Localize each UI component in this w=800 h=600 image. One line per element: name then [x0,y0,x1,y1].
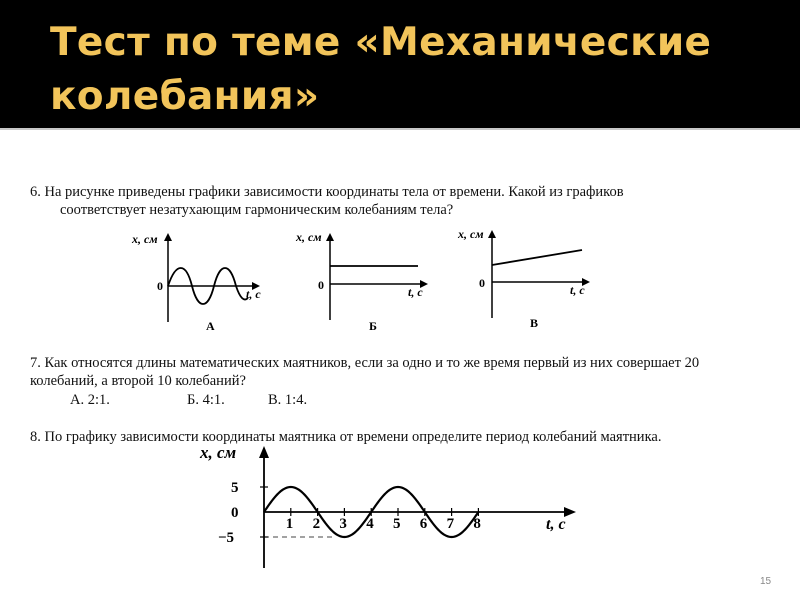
graph-c [457,227,590,330]
x-tick-label: 3 [339,516,347,532]
graph-c-y-label: x, см [458,227,484,241]
x-tick-label: 8 [473,516,481,532]
period-chart-x-label: t, с [546,516,566,533]
x-tick-label: 7 [446,516,455,532]
y-tick-label: −5 [218,530,235,546]
question-8: 8. По графику зависимости координаты маятника от времени определите период колебаний маятника. [30,429,662,445]
graph-b-letter: Б [369,319,377,333]
x-tick-label: 5 [393,516,401,532]
graph-b [295,230,428,333]
graph-c-x-label: t, с [570,283,585,297]
q7-answer-c[interactable]: В. 1:4. [268,392,308,408]
question-6-line-1: 6. На рисунке приведены графики зависимости координаты тела от времени. Какой из графиков [30,184,624,200]
period-chart-y-label: x, см [200,443,237,462]
slide-title: Тест по теме «Механические колебания» [50,20,712,119]
graph-a [131,232,261,333]
question-6-line-2: соответствует незатухающим гармоническим колебаниям тела? [60,202,454,218]
graph-a-x-label: t, с [246,287,261,301]
page-number: 15 [760,576,772,587]
graph-b-y-label: x, см [296,230,322,244]
question-7-line-2: колебаний, а второй 10 колебаний? [30,373,246,389]
question-7-line-1: 7. Как относятся длины математических маятников, если за одно и то же время первый из них совершает 20 [30,355,700,371]
graph-b-origin: 0 [318,278,324,292]
period-chart [199,443,576,568]
x-tick-label: 2 [312,516,321,532]
graph-c-letter: В [530,316,539,330]
graph-c-rising-line [492,250,582,265]
graph-a-y-label: x, см [132,232,158,246]
y-tick-label: 0 [231,505,239,521]
y-tick-label: 5 [231,480,239,496]
q7-answer-b[interactable]: Б. 4:1. [187,392,225,408]
graph-a-origin: 0 [157,279,163,293]
graph-c-origin: 0 [479,276,485,290]
graph-b-x-label: t, с [408,285,423,299]
x-tick-label: 1 [285,516,294,532]
q7-answer-a[interactable]: А. 2:1. [70,392,110,408]
x-tick-label: 6 [419,516,428,532]
graph-a-letter: А [206,319,215,333]
x-tick-label: 4 [366,516,374,532]
